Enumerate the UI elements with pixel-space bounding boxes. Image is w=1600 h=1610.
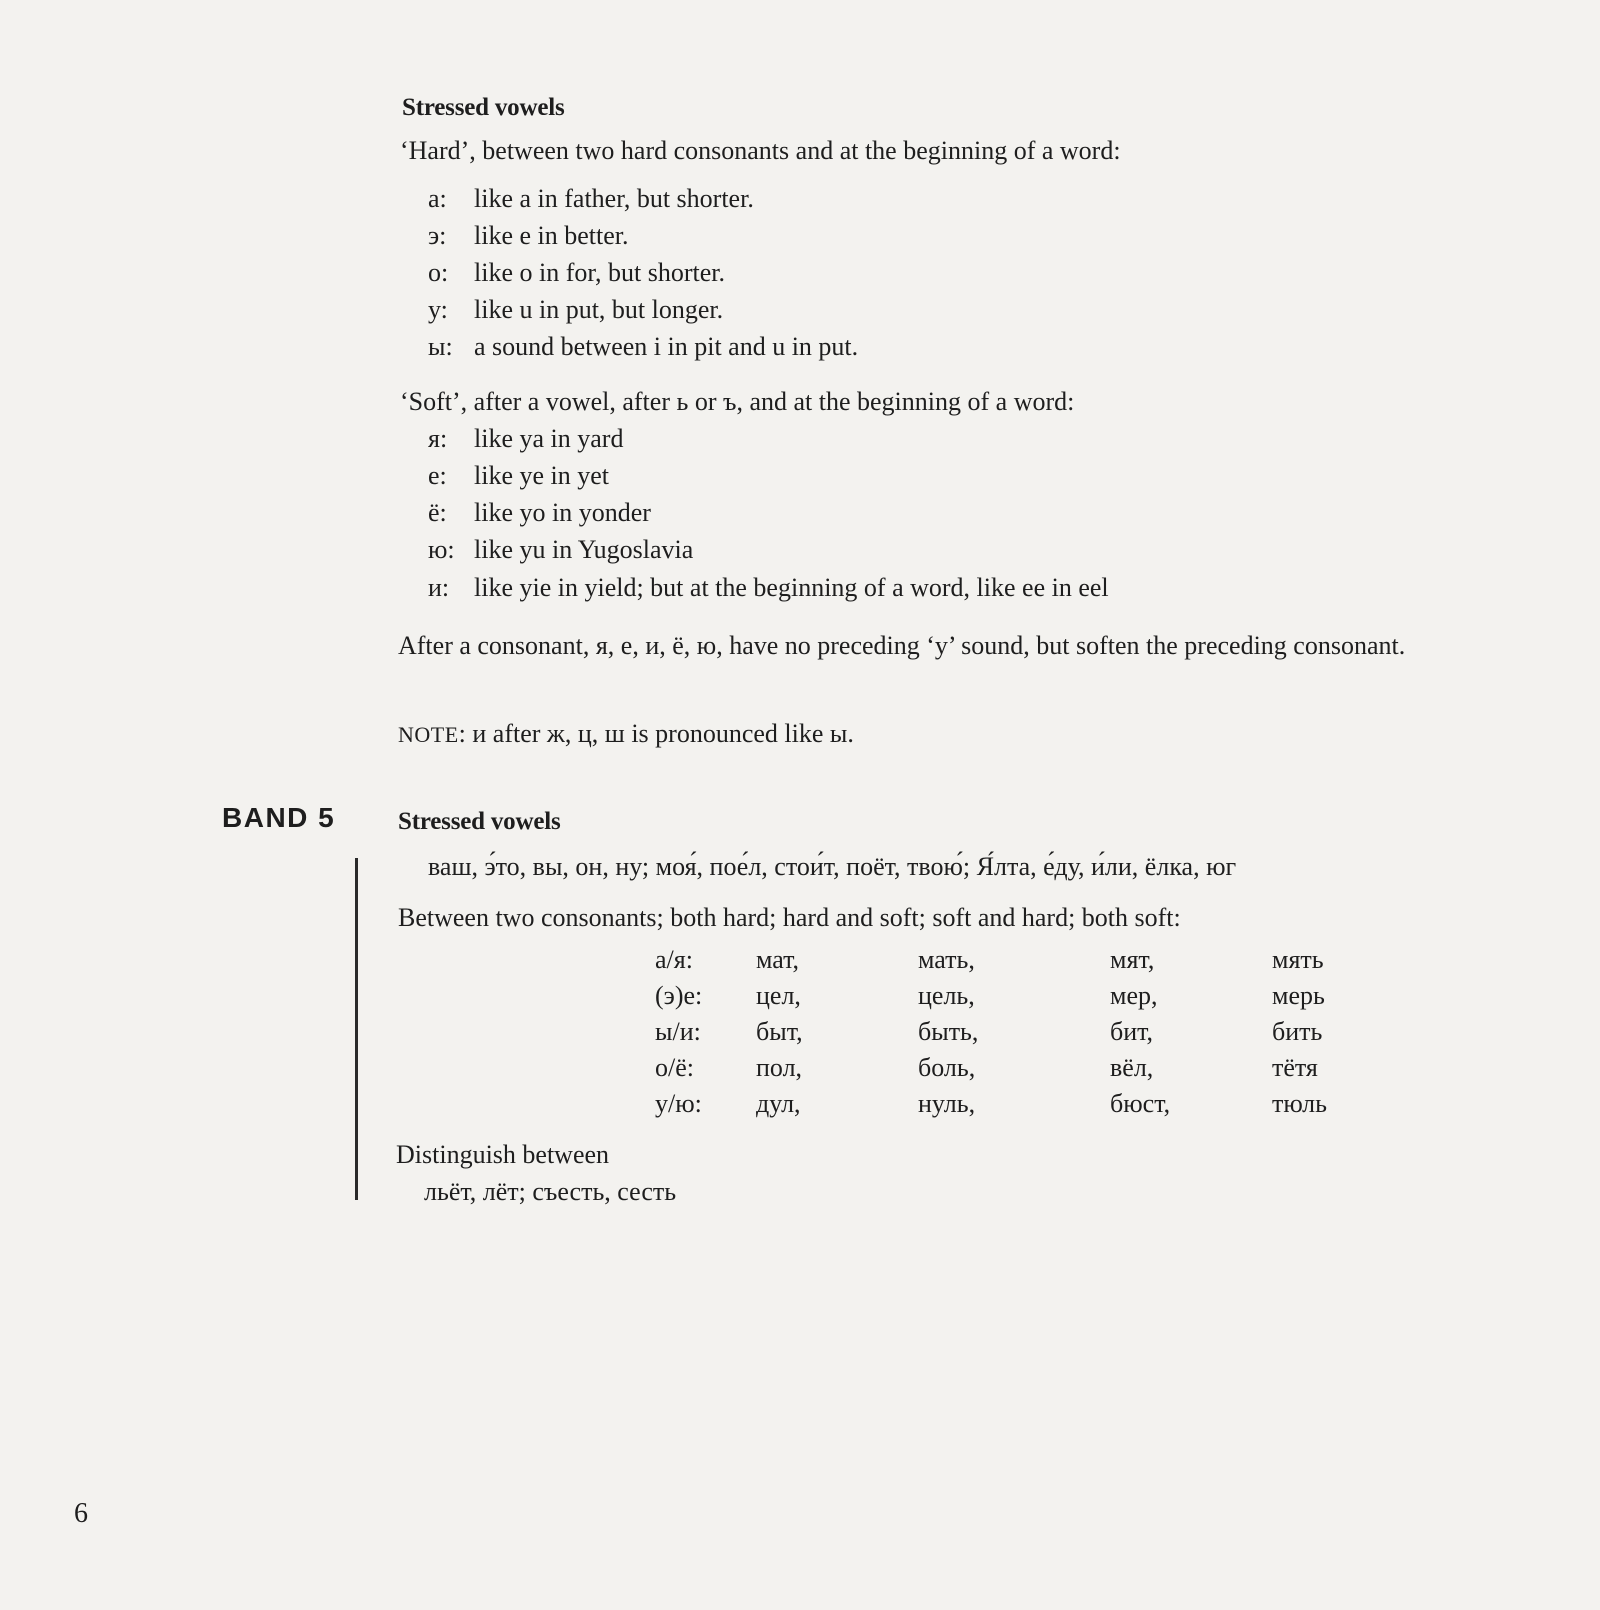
vowel-label: ё: [428,498,447,527]
vowel-label: и: [428,573,450,602]
vowel-label: ю: [428,535,455,564]
vowel-description: like yie in yield; but at the beginning of a word, like ee in eel [474,573,1109,602]
vowel-description: like ya in yard [474,424,624,453]
band-heading: Stressed vowels [398,808,561,835]
table-cell: мать, [918,945,975,974]
table-row-label: (э)е: [655,981,703,1010]
vowel-description: like yu in Yugoslavia [474,535,694,564]
vowel-description: like ye in yet [474,461,610,490]
table-cell: нуль, [918,1089,976,1118]
table-cell: дул, [756,1089,801,1118]
table-cell: мят, [1110,945,1155,974]
table-cell: боль, [918,1053,976,1082]
soft-item [428,535,693,565]
vowel-description: like e in better. [474,221,629,250]
note-text: : и after ж, ц, ш is pronounced like ы. [458,719,854,748]
vowel-label: е: [428,461,447,490]
vowel-label: о: [428,258,449,287]
page-number: 6 [74,1498,88,1529]
soft-item [428,498,651,528]
vowel-description: like a in father, but shorter. [474,184,754,213]
hard-item [428,295,723,325]
vowel-label: у: [428,295,448,324]
distinguish-heading: Distinguish between [396,1140,610,1169]
hard-intro: ‘Hard’, between two hard consonants and at the beginning of a word: [400,136,1121,165]
hard-item [428,184,754,214]
distinguish-words: льёт, лёт; съесть, сесть [424,1177,677,1206]
table-cell: тётя [1272,1053,1318,1082]
note [398,718,854,751]
vowel-description: a sound between i in pit and u in put. [474,332,859,361]
vowel-label: э: [428,221,447,250]
between-consonants: Between two consonants; both hard; hard and soft; soft and hard; both soft: [398,903,1181,932]
table-cell: бюст, [1110,1089,1171,1118]
table-row-label: у/ю: [655,1089,702,1118]
note-label: NOTE [398,722,459,747]
vowel-description: like o in for, but shorter. [474,258,725,287]
band-label: BAND 5 [222,802,336,833]
table-cell: вёл, [1110,1053,1154,1082]
band-examples: ваш, э́то, вы, он, ну; моя́, пое́л, стои́т, поёт, твою́; Я́лта, е́ду, и́ли, ёлка, юг [428,852,1237,881]
vowel-description: like u in put, but longer. [474,295,724,324]
vowel-description: like yo in yonder [474,498,651,527]
hard-item [428,332,858,362]
table-cell: мер, [1110,981,1158,1010]
soft-item [428,424,623,454]
vowel-label: а: [428,184,447,213]
vowel-label: ы: [428,332,453,361]
soft-item [428,573,1109,603]
table-row-label: о/ё: [655,1053,694,1082]
table-cell: мять [1272,945,1324,974]
soft-item [428,461,609,491]
hard-item [428,258,725,288]
table-cell: мат, [756,945,800,974]
after-consonant-rule: After a consonant, я, е, и, ё, ю, have no preceding ‘y’ sound, but soften the preceding consonant. [398,631,1406,660]
table-cell: бить [1272,1017,1323,1046]
table-cell: тюль [1272,1089,1327,1118]
band-margin-bar [355,858,358,1200]
table-row-label: а/я: [655,945,693,974]
vowel-label: я: [428,424,448,453]
hard-item [428,221,629,251]
table-cell: быть, [918,1017,979,1046]
table-cell: мерь [1272,981,1325,1010]
table-cell: цел, [756,981,801,1010]
section-heading: Stressed vowels [402,94,565,121]
soft-intro: ‘Soft’, after a vowel, after ь or ъ, and at the beginning of a word: [400,387,1075,416]
table-row-label: ы/и: [655,1017,701,1046]
table-cell: цель, [918,981,975,1010]
table-cell: бит, [1110,1017,1154,1046]
table-cell: быт, [756,1017,803,1046]
table-cell: пол, [756,1053,803,1082]
